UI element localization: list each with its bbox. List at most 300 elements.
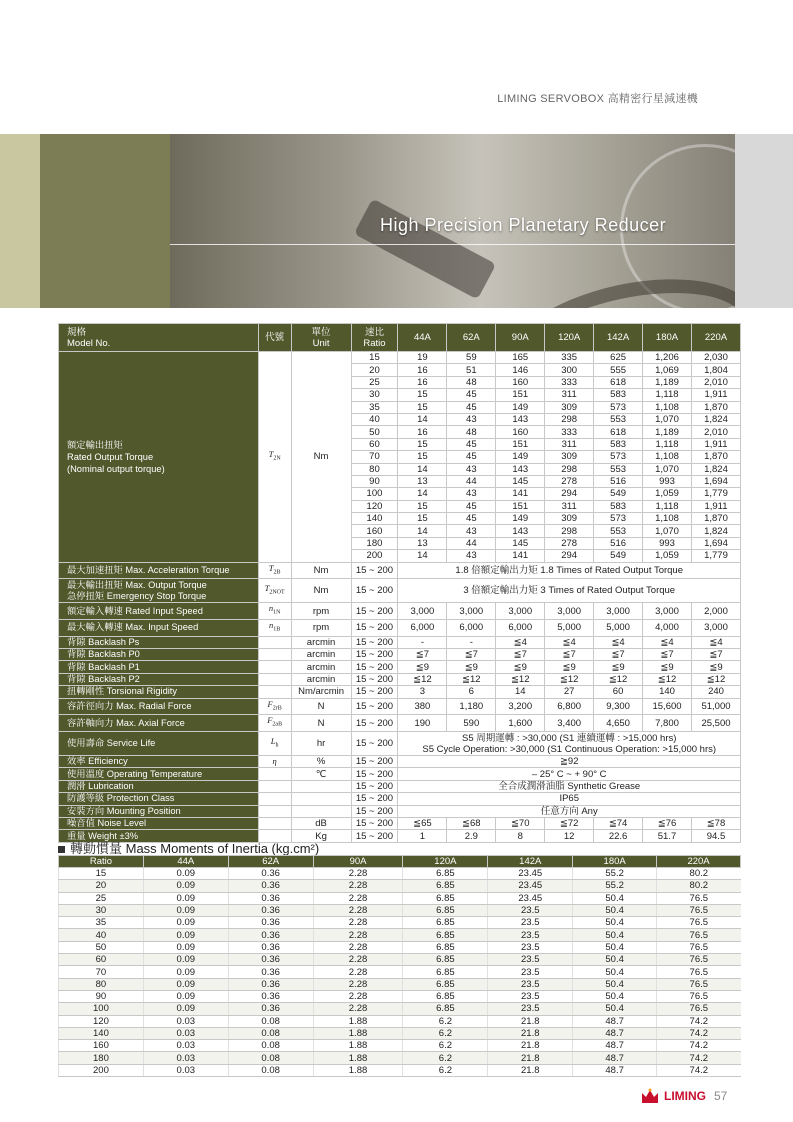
inertia-value-cell: 76.5	[657, 917, 741, 929]
value-cell: 2,030	[691, 352, 740, 364]
ratio-cell: 15 ~ 200	[351, 768, 398, 780]
inertia-value-cell: 0.36	[228, 990, 313, 1002]
spec-label-text: 背隙 Backlash Ps	[67, 636, 140, 647]
spec-table	[58, 323, 741, 843]
inertia-value-cell: 50.4	[573, 904, 657, 916]
value-cell: ≦12	[691, 673, 740, 685]
unit-cell: dB	[291, 817, 351, 829]
inertia-ratio-cell: 15	[59, 868, 144, 880]
value-cell: ≦7	[545, 649, 594, 661]
inertia-value-cell: 2.28	[313, 880, 403, 892]
value-cell: 6,800	[545, 698, 594, 715]
inertia-value-cell: 2.28	[313, 941, 403, 953]
value-cell: 59	[447, 352, 496, 364]
ratio-cell: 15 ~ 200	[351, 805, 398, 817]
spec-row	[59, 715, 741, 732]
value-cell: 15	[398, 389, 447, 401]
torque-label	[59, 352, 259, 563]
value-cell: ≦9	[691, 661, 740, 673]
unit-cell: Kg	[291, 830, 351, 842]
value-cell: 583	[594, 438, 643, 450]
value-cell: 45	[447, 401, 496, 413]
value-cell: 9,300	[594, 698, 643, 715]
inertia-value-cell: 0.36	[228, 917, 313, 929]
spec-label-text: 使用壽命 Service Life	[67, 738, 156, 749]
inertia-header-cell: 62A	[228, 856, 313, 868]
inertia-value-cell: 0.08	[228, 1040, 313, 1052]
inertia-value-cell: 0.09	[143, 868, 228, 880]
value-cell: 333	[545, 376, 594, 388]
spec-label-text: 最大輸出扭矩 Max. Output Torque	[67, 579, 207, 590]
spec-row	[59, 562, 741, 579]
inertia-value-cell: 0.08	[228, 1064, 313, 1076]
value-cell: 7,800	[643, 715, 692, 732]
spec-label	[59, 805, 259, 817]
inertia-ratio-cell: 70	[59, 966, 144, 978]
ratio-cell: 140	[351, 513, 398, 525]
value-cell: 14	[398, 413, 447, 425]
value-cell: ≦7	[447, 649, 496, 661]
value-cell: ≦9	[496, 661, 545, 673]
value-cell: 298	[545, 413, 594, 425]
inertia-row	[59, 990, 741, 1002]
value-cell: ≦4	[594, 636, 643, 648]
value-cell: 583	[594, 500, 643, 512]
value-cell: ≦72	[545, 817, 594, 829]
inertia-value-cell: 0.09	[143, 941, 228, 953]
spec-row	[59, 620, 741, 637]
ratio-cell: 15 ~ 200	[351, 620, 398, 637]
symbol-cell	[258, 686, 291, 698]
symbol-cell	[258, 805, 291, 817]
value-cell: 1,600	[496, 715, 545, 732]
inertia-value-cell: 6.85	[403, 868, 488, 880]
value-cell: ≦7	[594, 649, 643, 661]
value-cell: 1,911	[691, 500, 740, 512]
inertia-row	[59, 892, 741, 904]
inertia-ratio-cell: 180	[59, 1052, 144, 1064]
value-cell: ≦68	[447, 817, 496, 829]
inertia-value-cell: 50.4	[573, 954, 657, 966]
value-cell: 1,189	[643, 426, 692, 438]
value-cell: 15	[398, 451, 447, 463]
liming-logo-icon	[640, 1088, 660, 1104]
spec-label-text: 最大輸入轉速 Max. Input Speed	[67, 622, 199, 633]
inertia-value-cell: 2.28	[313, 978, 403, 990]
spec-row	[59, 768, 741, 780]
value-cell: 1,824	[691, 413, 740, 425]
spec-label-text: 潤滑 Lubrication	[67, 781, 134, 791]
inertia-value-cell: 23.5	[488, 978, 573, 990]
ratio-cell: 80	[351, 463, 398, 475]
value-cell: 19	[398, 352, 447, 364]
value-cell: 3,400	[545, 715, 594, 732]
torque-label-line: (Nominal output torque)	[67, 463, 165, 474]
spec-label	[59, 817, 259, 829]
value-cell: ≦12	[545, 673, 594, 685]
value-cell: 1,189	[643, 376, 692, 388]
value-cell: 1,911	[691, 438, 740, 450]
span-value-text: 1.8 倍額定輸出力矩 1.8 Times of Rated Output Torque	[455, 564, 683, 576]
inertia-value-cell: 2.28	[313, 904, 403, 916]
value-cell: ≦12	[447, 673, 496, 685]
unit-cell: ℃	[291, 768, 351, 780]
value-cell: 294	[545, 550, 594, 562]
value-cell: 16	[398, 426, 447, 438]
inertia-value-cell: 0.09	[143, 1003, 228, 1015]
inertia-value-cell: 0.03	[143, 1040, 228, 1052]
inertia-value-cell: 6.85	[403, 904, 488, 916]
header-model-col: 180A	[643, 324, 692, 352]
value-cell: 993	[643, 537, 692, 549]
ratio-cell: 90	[351, 475, 398, 487]
inertia-row	[59, 954, 741, 966]
inertia-value-cell: 0.36	[228, 1003, 313, 1015]
unit-cell	[291, 793, 351, 805]
inertia-ratio-cell: 120	[59, 1015, 144, 1027]
inertia-header-row	[59, 856, 741, 868]
inertia-row	[59, 1064, 741, 1076]
inertia-value-cell: 21.8	[488, 1040, 573, 1052]
value-cell: 549	[594, 550, 643, 562]
inertia-value-cell: 48.7	[573, 1027, 657, 1039]
spec-label-text: 容許徑向力 Max. Radial Force	[67, 701, 192, 711]
inertia-value-cell: 55.2	[573, 880, 657, 892]
inertia-value-cell: 6.85	[403, 990, 488, 1002]
inertia-value-cell: 0.08	[228, 1015, 313, 1027]
inertia-row	[59, 929, 741, 941]
inertia-row	[59, 966, 741, 978]
ratio-cell: 70	[351, 451, 398, 463]
symbol-cell	[258, 817, 291, 829]
value-cell: 2,010	[691, 376, 740, 388]
header-model-col: 62A	[447, 324, 496, 352]
value-cell: 6,000	[398, 620, 447, 637]
banner-title: High Precision Planetary Reducer	[380, 215, 667, 235]
value-cell: 48	[447, 376, 496, 388]
value-cell: 45	[447, 438, 496, 450]
inertia-value-cell: 74.2	[657, 1015, 741, 1027]
banner	[0, 134, 793, 308]
value-cell: 15	[398, 401, 447, 413]
square-bullet-icon	[58, 846, 65, 853]
inertia-value-cell: 0.09	[143, 978, 228, 990]
inertia-value-cell: 6.85	[403, 941, 488, 953]
ratio-cell: 15 ~ 200	[351, 756, 398, 768]
value-cell: 2,010	[691, 426, 740, 438]
value-cell: 573	[594, 513, 643, 525]
inertia-ratio-cell: 20	[59, 880, 144, 892]
inertia-header-cell: Ratio	[59, 856, 144, 868]
banner-line	[170, 244, 735, 245]
inertia-ratio-cell: 90	[59, 990, 144, 1002]
value-cell: 149	[496, 451, 545, 463]
value-cell: 311	[545, 438, 594, 450]
spec-row	[59, 686, 741, 698]
banner-shaft	[354, 198, 496, 299]
spec-row	[59, 673, 741, 685]
inertia-row	[59, 917, 741, 929]
spec-label-text: 噪音值 Noise Level	[67, 818, 147, 829]
symbol-cell: $L_h$	[258, 732, 291, 756]
inertia-value-cell: 0.36	[228, 880, 313, 892]
ratio-cell: 15 ~ 200	[351, 715, 398, 732]
inertia-value-cell: 80.2	[657, 880, 741, 892]
value-cell: 3,000	[594, 603, 643, 620]
value-cell: 15	[398, 500, 447, 512]
inertia-value-cell: 1.88	[313, 1064, 403, 1076]
inertia-row	[59, 1040, 741, 1052]
value-cell: 1,779	[691, 550, 740, 562]
value-cell: 1,070	[643, 463, 692, 475]
ratio-cell: 15 ~ 200	[351, 780, 398, 792]
unit-cell	[291, 780, 351, 792]
inertia-value-cell: 76.5	[657, 978, 741, 990]
symbol-cell	[258, 673, 291, 685]
value-cell: 12	[545, 830, 594, 842]
inertia-value-cell: 76.5	[657, 1003, 741, 1015]
inertia-value-cell: 0.36	[228, 978, 313, 990]
symbol-cell: $T_{2B}$	[258, 562, 291, 579]
value-cell: 145	[496, 475, 545, 487]
value-cell: ≦78	[691, 817, 740, 829]
value-cell: ≦7	[496, 649, 545, 661]
inertia-value-cell: 50.4	[573, 978, 657, 990]
value-cell: 143	[496, 413, 545, 425]
spec-label	[59, 756, 259, 768]
value-cell: 141	[496, 550, 545, 562]
value-cell: 1,059	[643, 488, 692, 500]
spec-label-text: 扭轉剛性 Torsional Rigidity	[67, 686, 178, 697]
inertia-value-cell: 48.7	[573, 1040, 657, 1052]
inertia-value-cell: 1.88	[313, 1015, 403, 1027]
value-cell: 1,824	[691, 525, 740, 537]
unit-cell: %	[291, 756, 351, 768]
value-cell: 149	[496, 401, 545, 413]
inertia-value-cell: 0.36	[228, 954, 313, 966]
value-cell: ≦12	[398, 673, 447, 685]
inertia-value-cell: 6.85	[403, 966, 488, 978]
inertia-value-cell: 2.28	[313, 1003, 403, 1015]
value-cell: 14	[496, 686, 545, 698]
torque-label-line: Rated Output Torque	[67, 451, 154, 462]
span-value-cell	[398, 805, 741, 817]
inertia-value-cell: 2.28	[313, 990, 403, 1002]
spec-row	[59, 649, 741, 661]
spec-row	[59, 636, 741, 648]
value-cell: ≦9	[545, 661, 594, 673]
value-cell: 45	[447, 500, 496, 512]
value-cell: 3,000	[643, 603, 692, 620]
spec-label	[59, 780, 259, 792]
spec-label-text: 最大加速扭矩 Max. Acceleration Torque	[67, 564, 230, 575]
header-ratio: 速比 Ratio	[351, 324, 398, 352]
span-value-text: 3 倍額定輸出力矩 3 Times of Rated Output Torque	[463, 585, 676, 597]
spec-row	[59, 579, 741, 603]
inertia-value-cell: 50.4	[573, 966, 657, 978]
inertia-value-cell: 0.36	[228, 892, 313, 904]
inertia-value-cell: 21.8	[488, 1052, 573, 1064]
ratio-cell: 15 ~ 200	[351, 830, 398, 842]
inertia-value-cell: 76.5	[657, 941, 741, 953]
value-cell: 3,000	[496, 603, 545, 620]
value-cell: ≦7	[643, 649, 692, 661]
ratio-cell: 15 ~ 200	[351, 686, 398, 698]
value-cell: ≦70	[496, 817, 545, 829]
value-cell: 1,870	[691, 401, 740, 413]
value-cell: ≦4	[643, 636, 692, 648]
value-cell: 300	[545, 364, 594, 376]
value-cell: ≦12	[643, 673, 692, 685]
inertia-row	[59, 880, 741, 892]
unit-cell: arcmin	[291, 649, 351, 661]
spec-label	[59, 673, 259, 685]
inertia-value-cell: 6.2	[403, 1015, 488, 1027]
value-cell: 993	[643, 475, 692, 487]
value-cell: 1,070	[643, 413, 692, 425]
inertia-value-cell: 0.36	[228, 868, 313, 880]
value-cell: 45	[447, 389, 496, 401]
value-cell: 15,600	[643, 698, 692, 715]
ratio-cell: 200	[351, 550, 398, 562]
inertia-value-cell: 76.5	[657, 966, 741, 978]
inertia-value-cell: 1.88	[313, 1040, 403, 1052]
header-unit: 單位 Unit	[291, 324, 351, 352]
inertia-value-cell: 21.8	[488, 1064, 573, 1076]
inertia-value-cell: 74.2	[657, 1064, 741, 1076]
value-cell: 25,500	[691, 715, 740, 732]
value-cell: 160	[496, 426, 545, 438]
value-cell: 3,000	[691, 620, 740, 637]
inertia-value-cell: 0.36	[228, 941, 313, 953]
ratio-cell: 25	[351, 376, 398, 388]
inertia-value-cell: 6.2	[403, 1052, 488, 1064]
value-cell: 3,200	[496, 698, 545, 715]
spec-label-text: 背隙 Backlash P2	[67, 674, 140, 685]
unit-cell: N	[291, 715, 351, 732]
span-value-cell	[398, 562, 741, 579]
inertia-value-cell: 76.5	[657, 892, 741, 904]
value-cell: 60	[594, 686, 643, 698]
symbol-cell: $F_{2aB}$	[258, 715, 291, 732]
ratio-cell: 15 ~ 200	[351, 698, 398, 715]
symbol-cell	[258, 649, 291, 661]
inertia-header-cell: 220A	[657, 856, 741, 868]
span-value-text: IP65	[559, 793, 579, 805]
spec-label	[59, 620, 259, 637]
value-cell: 3,000	[545, 603, 594, 620]
value-cell: 43	[447, 550, 496, 562]
value-cell: 309	[545, 401, 594, 413]
inertia-value-cell: 0.09	[143, 929, 228, 941]
spec-row	[59, 817, 741, 829]
value-cell: 1,108	[643, 513, 692, 525]
symbol-cell: $F_{2rB}$	[258, 698, 291, 715]
ratio-cell: 15	[351, 352, 398, 364]
inertia-ratio-cell: 35	[59, 917, 144, 929]
ratio-cell: 120	[351, 500, 398, 512]
spec-label	[59, 698, 259, 715]
ratio-cell: 40	[351, 413, 398, 425]
unit-cell: arcmin	[291, 636, 351, 648]
inertia-value-cell: 74.2	[657, 1027, 741, 1039]
span-value-cell	[398, 579, 741, 603]
ratio-cell: 15 ~ 200	[351, 732, 398, 756]
spec-row	[59, 805, 741, 817]
spec-label	[59, 636, 259, 648]
spec-header-row	[59, 324, 741, 352]
ratio-cell: 15 ~ 200	[351, 673, 398, 685]
spec-row	[59, 698, 741, 715]
inertia-value-cell: 23.5	[488, 966, 573, 978]
span-value-text: S5 Cycle Operation: >30,000 (S1 Continuous Operation: >15,000 hrs)	[422, 743, 717, 755]
value-cell: 311	[545, 389, 594, 401]
symbol-cell	[258, 661, 291, 673]
value-cell: 1,779	[691, 488, 740, 500]
inertia-value-cell: 23.45	[488, 868, 573, 880]
value-cell: 15	[398, 438, 447, 450]
value-cell: 590	[447, 715, 496, 732]
value-cell: 1,108	[643, 401, 692, 413]
inertia-header-cell: 90A	[313, 856, 403, 868]
ratio-cell: 15 ~ 200	[351, 603, 398, 620]
symbol-cell	[258, 780, 291, 792]
value-cell: 51,000	[691, 698, 740, 715]
value-cell: 1,870	[691, 513, 740, 525]
symbol-cell: $n_{1N}$	[258, 603, 291, 620]
value-cell: ≦9	[594, 661, 643, 673]
value-cell: 1,118	[643, 500, 692, 512]
inertia-value-cell: 55.2	[573, 868, 657, 880]
spec-row	[59, 732, 741, 756]
value-cell: 143	[496, 525, 545, 537]
inertia-value-cell: 76.5	[657, 929, 741, 941]
inertia-ratio-cell: 30	[59, 904, 144, 916]
spec-label	[59, 715, 259, 732]
spec-row	[59, 756, 741, 768]
inertia-ratio-cell: 50	[59, 941, 144, 953]
value-cell: 549	[594, 488, 643, 500]
spec-row	[59, 793, 741, 805]
value-cell: 298	[545, 525, 594, 537]
value-cell: 151	[496, 500, 545, 512]
spec-label-text: 效率 Efficiency	[67, 756, 128, 767]
inertia-value-cell: 0.03	[143, 1052, 228, 1064]
value-cell: 22.6	[594, 830, 643, 842]
value-cell: 149	[496, 513, 545, 525]
value-cell: ≦4	[545, 636, 594, 648]
value-cell: 151	[496, 389, 545, 401]
inertia-value-cell: 0.09	[143, 880, 228, 892]
spec-label-text: 急停扭矩 Emergency Stop Torque	[67, 590, 207, 601]
span-value-text: 任意方向 Any	[540, 805, 598, 817]
value-cell: 13	[398, 537, 447, 549]
header-model-col: 44A	[398, 324, 447, 352]
value-cell: 14	[398, 525, 447, 537]
value-cell: 583	[594, 389, 643, 401]
value-cell: ≦12	[496, 673, 545, 685]
value-cell: 1,694	[691, 537, 740, 549]
value-cell: 160	[496, 376, 545, 388]
value-cell: 278	[545, 537, 594, 549]
ratio-cell: 15 ~ 200	[351, 636, 398, 648]
value-cell: 1,824	[691, 463, 740, 475]
spec-label-text: 容許軸向力 Max. Axial Force	[67, 717, 185, 728]
inertia-value-cell: 48.7	[573, 1064, 657, 1076]
value-cell: 16	[398, 376, 447, 388]
inertia-row	[59, 1015, 741, 1027]
value-cell: 45	[447, 513, 496, 525]
